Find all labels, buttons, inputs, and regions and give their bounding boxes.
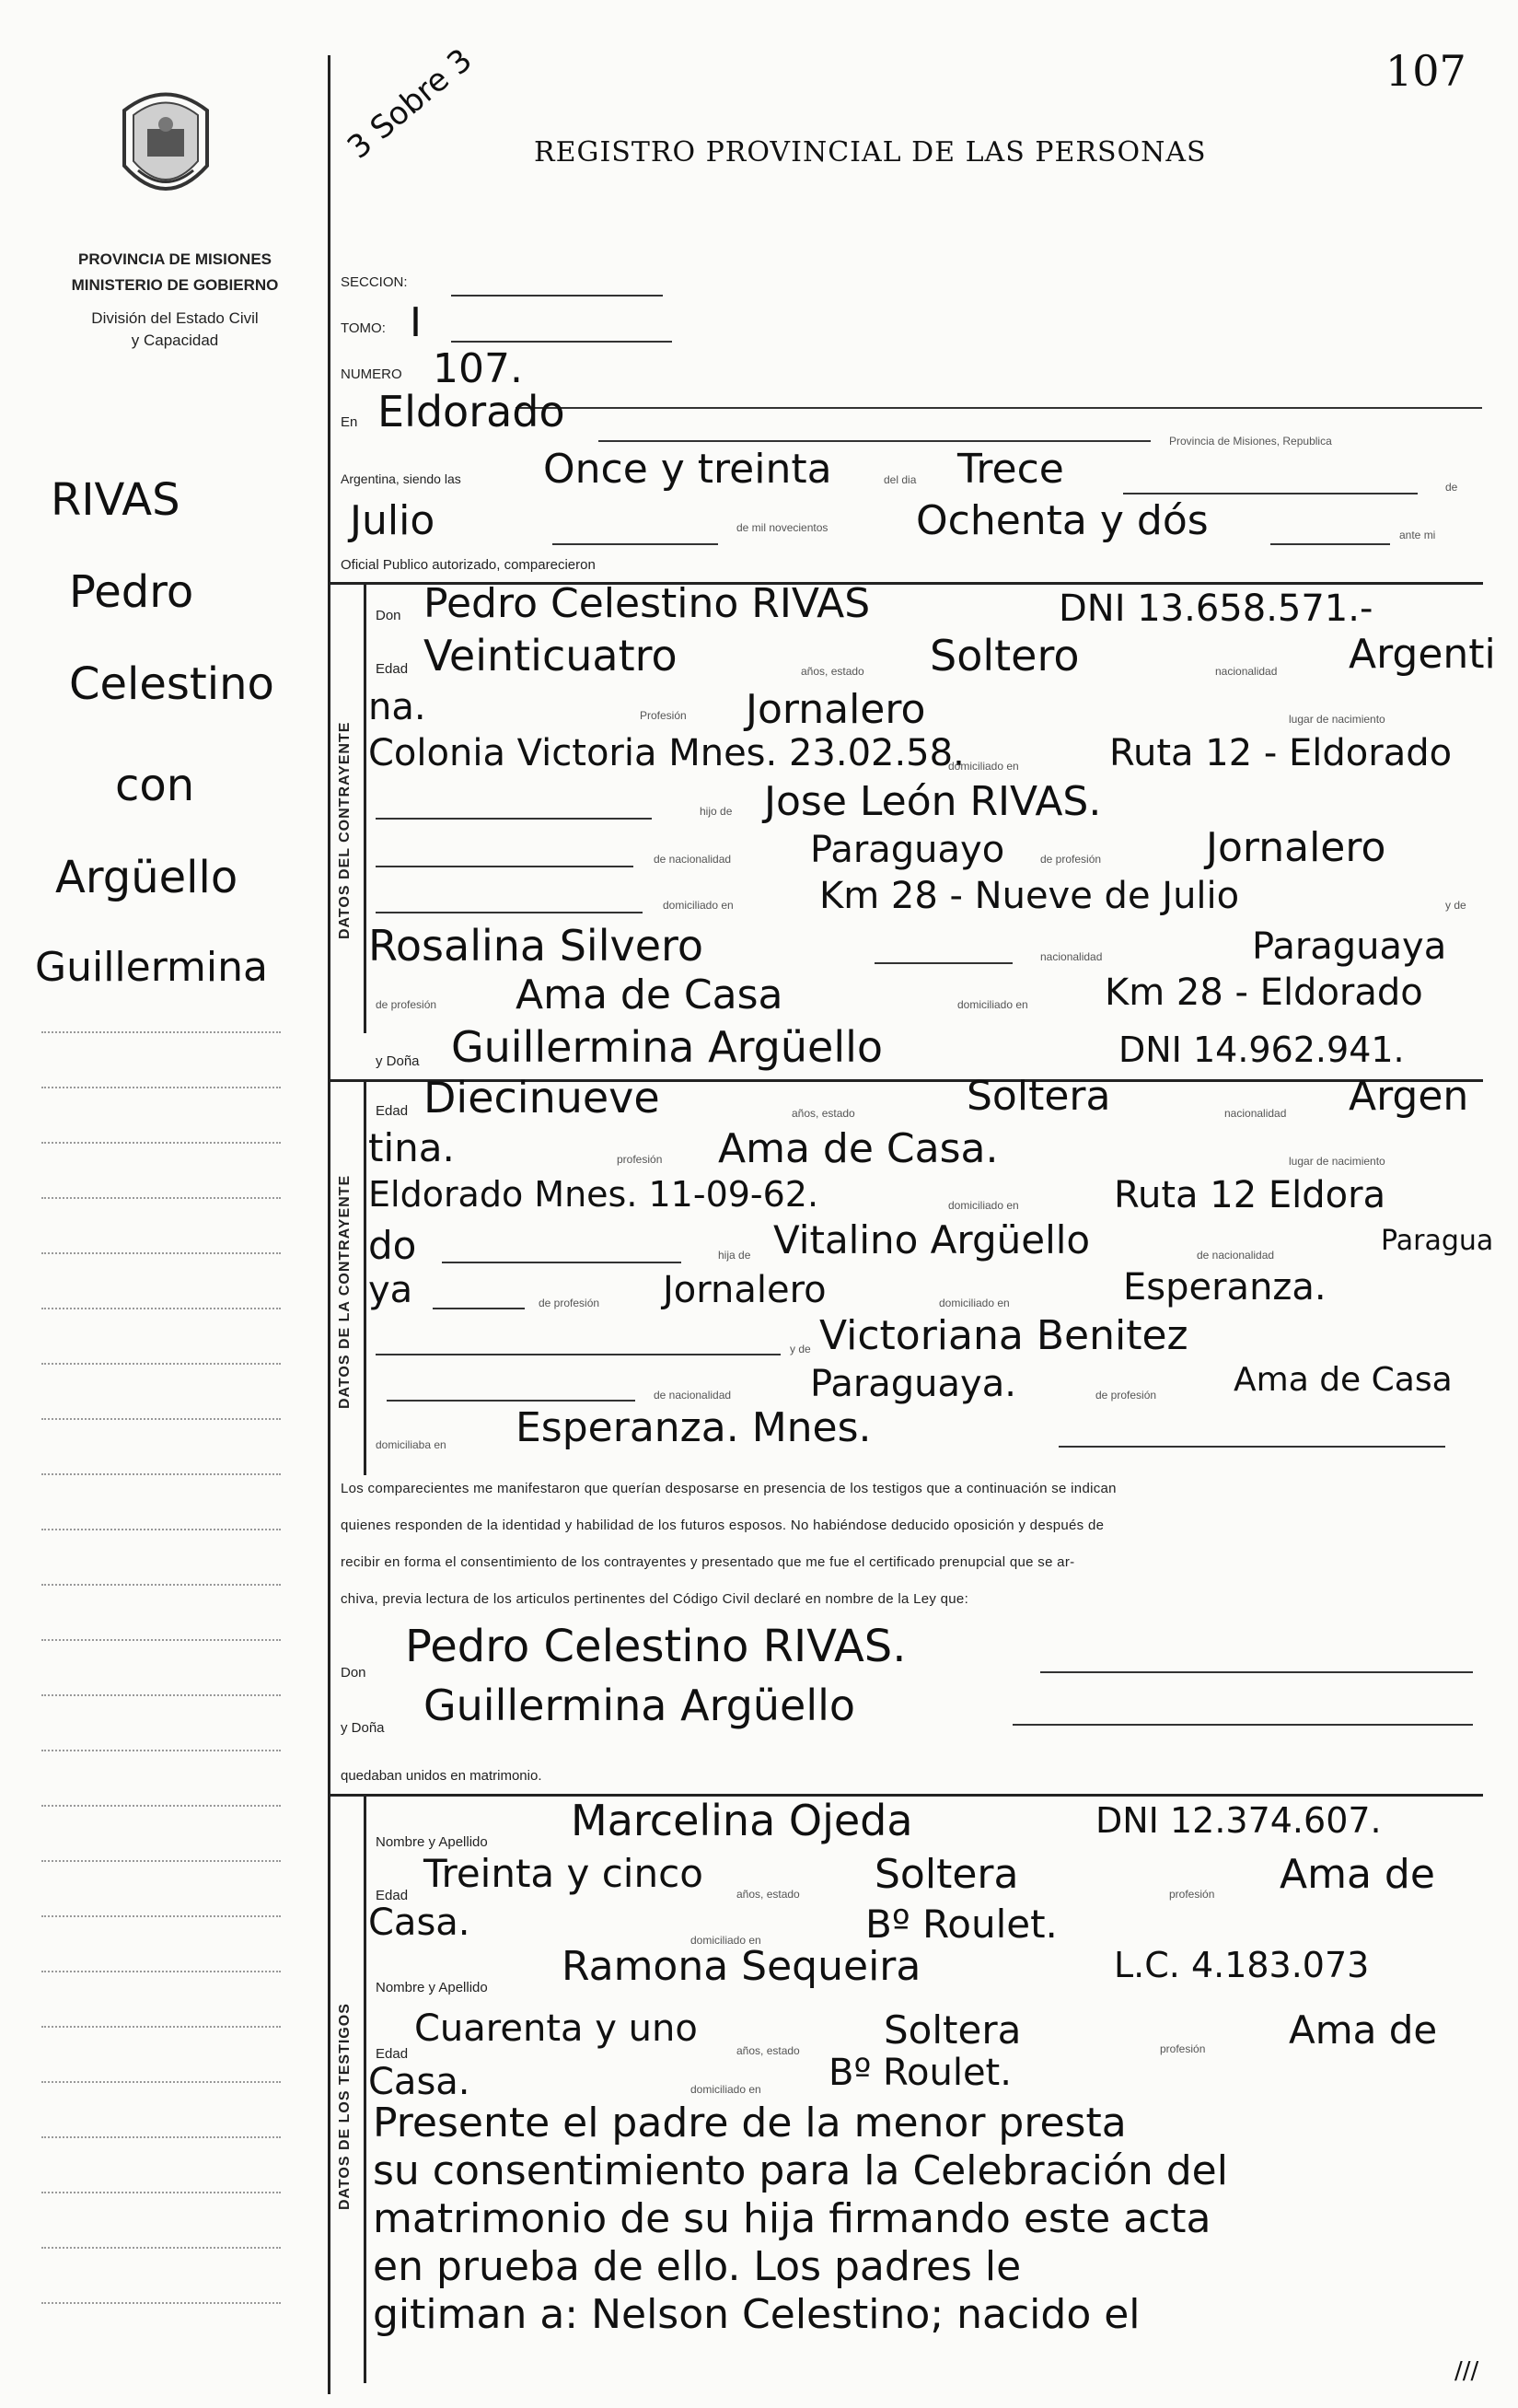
de-profesion-label-3: de profesión (539, 1297, 600, 1309)
witness-block-edge (364, 1794, 366, 2383)
de-nacionalidad-label-2: de nacionalidad (654, 1389, 732, 1402)
seccion-line (451, 295, 663, 297)
hora-value: Once y treinta (543, 446, 832, 493)
y-dona-label-2: y Doña (341, 1720, 385, 1736)
nacionalidad-label-3: nacionalidad (1224, 1107, 1287, 1120)
profesion-label-3: profesión (1169, 1888, 1215, 1901)
witness2-prof: Ama de (1289, 2007, 1438, 2053)
lugar-nac-label: lugar de nacimiento (1289, 713, 1385, 726)
bride-mother-nat: Paraguaya. (810, 1363, 1016, 1405)
en-value: Eldorado (377, 387, 565, 436)
tomo-label: TOMO: (341, 320, 386, 336)
witness1-state: Soltera (875, 1851, 1019, 1898)
hijo-de-label: hijo de (700, 805, 733, 818)
margin-bride-first: Guillermina (35, 944, 268, 991)
registry-title: REGISTRO PROVINCIAL DE LAS PERSONAS (534, 136, 1207, 169)
hija-de-label: hija de (718, 1249, 751, 1262)
province-name: PROVINCIA DE MISIONES (77, 250, 272, 268)
margin-rule (41, 2302, 281, 2304)
groom-state: Soltero (930, 631, 1080, 681)
groom-domicile: Ruta 12 - Eldorado (1109, 732, 1453, 774)
witness1-prof-cont: Casa. (368, 1902, 470, 1944)
en-line (598, 440, 1151, 442)
division-line2: y Capacidad (131, 332, 219, 349)
margin-rule (41, 1308, 281, 1309)
page-number: 107 (1385, 46, 1466, 96)
en-label: En (341, 414, 358, 430)
profesion-label-4: profesión (1160, 2042, 1206, 2055)
witness2-name: Ramona Sequeira (562, 1943, 921, 1990)
lugar-nac-label-2: lugar de nacimiento (1289, 1155, 1385, 1168)
margin-first: Pedro (69, 566, 194, 618)
margin-surname: RIVAS (51, 474, 180, 526)
witness2-prof-cont: Casa. (368, 2061, 470, 2103)
de-nacionalidad-label: de nacionalidad (654, 853, 732, 866)
groom-mother-nat: Paraguaya (1252, 925, 1447, 968)
bride-birth: Eldorado Mnes. 11-09-62. (368, 1174, 819, 1215)
bride-domiciliaba: Esperanza. Mnes. (516, 1404, 872, 1451)
nacionalidad-label-4: de nacionalidad (1197, 1249, 1275, 1262)
ministry-name: MINISTERIO DE GOBIERNO (71, 276, 279, 294)
blank-line (376, 818, 652, 820)
nombre-label: Nombre y Apellido (376, 1834, 488, 1850)
blank-line (1059, 1446, 1445, 1448)
margin-rule (41, 1197, 281, 1199)
witness1-prof: Ama de (1280, 1851, 1435, 1898)
tomo-line (451, 341, 672, 343)
oficial-label: Oficial Publico autorizado, comparecieron (341, 557, 596, 573)
del-dia-label: del dia (884, 473, 917, 486)
margin-bride-surname: Argüello (55, 852, 238, 903)
nacionalidad-label-2: nacionalidad (1040, 950, 1103, 963)
tomo-value: I (410, 299, 422, 346)
anios-estado-label-3: años, estado (736, 1888, 800, 1901)
quedaban-label: quedaban unidos en matrimonio. (341, 1768, 542, 1784)
bride-block-edge (364, 1079, 366, 1475)
groom-section-label: DATOS DEL CONTRAYENTE (337, 721, 353, 939)
groom-father: Jose León RIVAS. (764, 778, 1102, 825)
groom-father-nat: Paraguayo (810, 829, 1005, 871)
bride-domicile: Ruta 12 Eldora (1114, 1174, 1386, 1216)
groom-birth: Colonia Victoria Mnes. 23.02.58. (368, 732, 965, 774)
margin-rule (41, 1529, 281, 1530)
groom-block-edge (364, 582, 366, 1033)
division-line1: División del Estado Civil (91, 309, 259, 327)
bride-father-nat1: Paragua (1381, 1225, 1494, 1257)
bride-domicile-cont: do (368, 1223, 417, 1268)
y-dona-label: y Doña (376, 1053, 420, 1069)
bride-mother: Victoriana Benitez (819, 1312, 1188, 1359)
don-label: Don (376, 608, 401, 623)
groom-nat2: na. (368, 686, 426, 728)
margin-rule (41, 1805, 281, 1807)
argentina-label: Argentina, siendo las (341, 471, 461, 486)
groom-dni: DNI 13.658.571.- (1059, 587, 1373, 630)
bride-state: Soltera (967, 1073, 1111, 1120)
note-line2: su consentimiento para la Celebración del (373, 2147, 1228, 2194)
y-de-label-2: y de (790, 1343, 811, 1355)
bride-mother-prof: Ama de Casa (1234, 1361, 1453, 1399)
margin-rule (41, 1694, 281, 1696)
margin-second: Celestino (69, 658, 274, 710)
margin-rule (41, 1418, 281, 1420)
margin-rule (41, 1584, 281, 1586)
domiciliado-label-6: domiciliado en (690, 1934, 761, 1947)
numero-value: 107. (433, 345, 523, 392)
anio-line (1270, 543, 1390, 545)
domiciliaba-label: domiciliaba en (376, 1438, 446, 1451)
mes-value: Julio (350, 497, 435, 544)
bride-dni: DNI 14.962.941. (1118, 1030, 1405, 1070)
edad-label-4: Edad (376, 2046, 409, 2062)
witness2-doc: L.C. 4.183.073 (1114, 1945, 1370, 1985)
don-label-2: Don (341, 1665, 366, 1681)
de-mil-label: de mil novecientos (736, 521, 829, 534)
groom-prof: Jornalero (746, 686, 926, 733)
dia-line (1123, 493, 1418, 494)
groom-mother-prof: Ama de Casa (516, 971, 783, 1018)
bride-section-label: DATOS DE LA CONTRAYENTE (337, 1174, 353, 1409)
note-line5: gitiman a: Nelson Celestino; nacido el (373, 2291, 1141, 2338)
provincial-seal (110, 83, 221, 212)
domiciliado-label-5: domiciliado en (939, 1297, 1010, 1309)
bride-nat2: tina. (368, 1125, 455, 1170)
bride-nat1: Argen (1349, 1073, 1469, 1120)
blank-line (875, 962, 1013, 964)
margin-rule (41, 1363, 281, 1365)
groom-mother-dom: Km 28 - Eldorado (1105, 971, 1423, 1014)
witness1-name: Marcelina Ojeda (571, 1796, 913, 1845)
blank-line (1040, 1671, 1473, 1673)
bride-father-nat2: ya (368, 1269, 413, 1311)
groom-father-dom: Km 28 - Nueve de Julio (819, 875, 1240, 917)
anio-value: Ochenta y dós (916, 497, 1209, 544)
margin-rule (41, 1915, 281, 1917)
bride-father: Vitalino Argüello (773, 1217, 1091, 1262)
bride-prof: Ama de Casa. (718, 1125, 999, 1172)
groom-mother: Rosalina Silvero (368, 921, 704, 971)
margin-rule (41, 2247, 281, 2249)
margin-rule (41, 1142, 281, 1144)
dia-value: Trece (957, 446, 1064, 493)
bride-name: Guillermina Argüello (451, 1022, 884, 1072)
margin-rule (41, 1087, 281, 1088)
ante-mi-label: ante mi (1399, 529, 1436, 541)
blank-line (376, 866, 633, 867)
edad-label-2: Edad (376, 1103, 409, 1119)
bride-father-dom: Esperanza. (1123, 1266, 1327, 1309)
margin-rule (41, 1473, 281, 1475)
bride-father-prof: Jornalero (663, 1269, 827, 1311)
blank-line (442, 1262, 681, 1263)
edad-label-3: Edad (376, 1888, 409, 1903)
blank-line (387, 1400, 635, 1402)
margin-rule (41, 1750, 281, 1751)
declared-groom: Pedro Celestino RIVAS. (405, 1621, 907, 1672)
groom-name: Pedro Celestino RIVAS (423, 580, 871, 627)
blank-line (376, 1354, 781, 1355)
nacionalidad-label: nacionalidad (1215, 665, 1278, 678)
margin-rule (41, 2081, 281, 2083)
de-profesion-label-4: de profesión (1095, 1389, 1157, 1402)
numero-label: NUMERO (341, 366, 402, 382)
domiciliado-label-2: domiciliado en (663, 899, 734, 912)
witness2-age: Cuarenta y uno (414, 2007, 698, 2050)
witness1-age: Treinta y cinco (423, 1851, 703, 1896)
margin-rule (41, 1031, 281, 1033)
blank-line (1013, 1724, 1473, 1726)
page-border (328, 55, 330, 2394)
blank-line (433, 1308, 525, 1309)
domiciliado-label-7: domiciliado en (690, 2083, 761, 2096)
anios-estado-label-2: años, estado (792, 1107, 855, 1120)
domiciliado-label: domiciliado en (948, 760, 1019, 773)
statement-line3: recibir en forma el consentimiento de los contrayentes y presentado que me fue el certificado prenupcial que se ar- (341, 1554, 1075, 1570)
margin-rule (41, 1860, 281, 1862)
margin-rule (41, 1639, 281, 1641)
margin-con: con (115, 760, 195, 811)
mes-line (552, 543, 718, 545)
statement-line2: quienes responden de la identidad y habilidad de los futuros esposos. No habiéndose deducido oposición y después de (341, 1518, 1105, 1533)
numero-line (516, 407, 1482, 409)
y-de-label: y de (1445, 899, 1466, 912)
witness-section-label: DATOS DE LOS TESTIGOS (337, 2003, 353, 2210)
groom-father-prof: Jornalero (1206, 824, 1386, 871)
anios-estado-label: años, estado (801, 665, 864, 678)
declared-bride: Guillermina Argüello (423, 1681, 856, 1730)
domiciliado-label-3: domiciliado en (957, 998, 1028, 1011)
witness2-dom: Bº Roulet. (829, 2052, 1012, 2094)
domiciliado-label-4: domiciliado en (948, 1199, 1019, 1212)
edad-label: Edad (376, 661, 409, 677)
witness1-dni: DNI 12.374.607. (1095, 1800, 1382, 1841)
groom-nat1: Argenti (1349, 631, 1496, 678)
witness2-state: Soltera (884, 2007, 1022, 2053)
margin-rule (41, 2192, 281, 2193)
margin-rule (41, 1252, 281, 1254)
note-line4: en prueba de ello. Los padres le (373, 2243, 1022, 2290)
sobre-note: 3 Sobre 3 (341, 41, 480, 167)
provincia-label: Provincia de Misiones, Republica (1169, 435, 1332, 448)
de-profesion-label-2: de profesión (376, 998, 437, 1011)
margin-rule (41, 2026, 281, 2028)
continuation-mark: /// (1454, 2357, 1479, 2385)
margin-rule (41, 2136, 281, 2138)
blank-line (376, 912, 643, 913)
profesion-label: Profesión (640, 709, 687, 722)
bride-age: Diecinueve (423, 1073, 660, 1123)
margin-rule (41, 1971, 281, 1972)
statement-line4: chiva, previa lectura de los articulos pertinentes del Código Civil declaré en nombre de la Ley que: (341, 1591, 969, 1607)
note-line1: Presente el padre de la menor presta (373, 2100, 1127, 2146)
note-line3: matrimonio de su hija firmando este acta (373, 2195, 1211, 2242)
seccion-label: SECCION: (341, 274, 408, 290)
witness1-dom: Bº Roulet. (865, 1902, 1058, 1947)
de-label: de (1445, 481, 1458, 494)
groom-age: Veinticuatro (423, 631, 678, 681)
statement-line1: Los comparecientes me manifestaron que querían desposarse en presencia de los testigos que a continuación se indican (341, 1481, 1117, 1496)
anios-estado-label-4: años, estado (736, 2044, 800, 2057)
nombre-label-2: Nombre y Apellido (376, 1980, 488, 1995)
de-profesion-label: de profesión (1040, 853, 1102, 866)
profesion-label-2: profesión (617, 1153, 663, 1166)
